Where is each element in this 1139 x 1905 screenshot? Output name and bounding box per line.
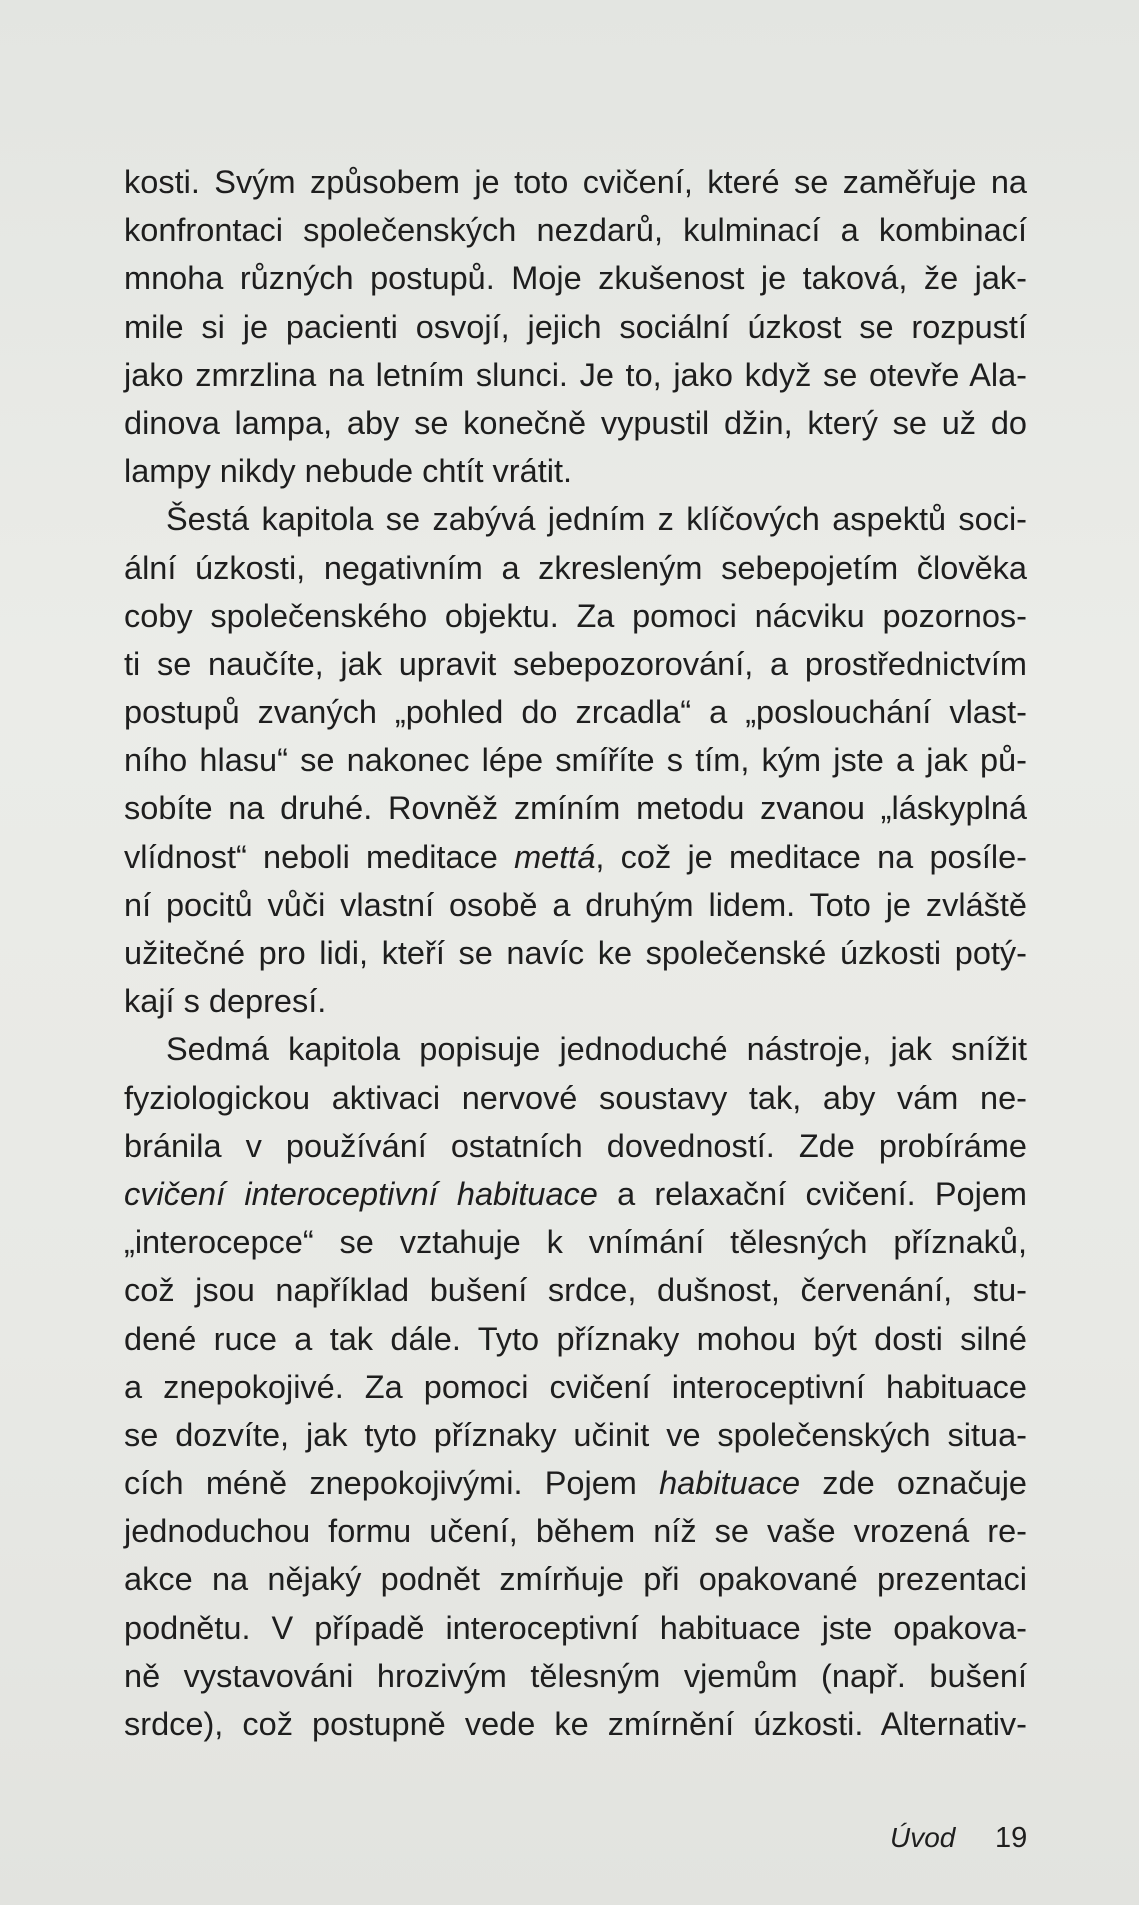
text-line: Sedmá kapitola popisuje jednoduché nástroje, jak snížit bbox=[166, 1031, 1027, 1068]
text-line: dinova lampa, aby se konečně vypustil džin, který se už do bbox=[124, 404, 1027, 441]
text-run: vlídnost“ neboli meditace bbox=[124, 838, 515, 875]
text-line: ní pocitů vůči vlastní osobě a druhým lidem. Toto je zvláště bbox=[124, 886, 1027, 923]
text-line: dené ruce a tak dále. Tyto příznaky mohou být dosti silné bbox=[124, 1320, 1027, 1357]
text-line: a znepokojivé. Za pomoci cvičení interoceptivní habituace bbox=[124, 1368, 1027, 1405]
text-line bbox=[124, 833, 1027, 881]
text-line bbox=[124, 1459, 1027, 1507]
text-line: ální úzkosti, negativním a zkresleným sebepojetím člověka bbox=[124, 549, 1027, 586]
page-number: 19 bbox=[995, 1822, 1028, 1854]
italic-term: cvičení interoceptivní habituace bbox=[124, 1175, 598, 1212]
text-line: ního hlasu“ se nakonec lépe smíříte s tím, kým jste a jak pů- bbox=[124, 742, 1027, 779]
body-text bbox=[124, 158, 1027, 1748]
text-line: fyziologickou aktivaci nervové soustavy tak, aby vám ne- bbox=[124, 1079, 1027, 1116]
text-line: což jsou například bušení srdce, dušnost, červenání, stu- bbox=[124, 1272, 1027, 1309]
text-line: akce na nějaký podnět zmírňuje při opakované prezentaci bbox=[124, 1561, 1027, 1598]
text-run: cích méně znepokojivými. Pojem bbox=[124, 1465, 660, 1502]
italic-term: mettá bbox=[514, 838, 596, 875]
text-line: lampy nikdy nebude chtít vrátit. bbox=[124, 453, 573, 490]
text-line: jednoduchou formu učení, během níž se vaše vrozená re- bbox=[124, 1513, 1027, 1550]
text-run: zde označuje bbox=[800, 1465, 1028, 1502]
text-line: coby společenského objektu. Za pomoci nácviku pozornos- bbox=[124, 597, 1027, 634]
text-line: konfrontaci společenských nezdarů, kulminací a kombinací bbox=[124, 212, 1027, 249]
running-head: Úvod bbox=[890, 1822, 956, 1853]
italic-term: habituace bbox=[659, 1465, 801, 1502]
text-run: a relaxační cvičení. Pojem bbox=[597, 1175, 1027, 1212]
text-run: , což je meditace na posíle- bbox=[595, 838, 1027, 875]
text-line: „interocepce“ se vztahuje k vnímání tělesných příznaků, bbox=[124, 1224, 1027, 1261]
text-line bbox=[124, 1170, 1027, 1218]
text-line: kají s depresí. bbox=[124, 983, 327, 1020]
text-line: sobíte na druhé. Rovněž zmíním metodu zvanou „láskyplná bbox=[124, 790, 1027, 827]
text-line: mnoha různých postupů. Moje zkušenost je taková, že jak- bbox=[124, 260, 1027, 297]
text-line: užitečné pro lidi, kteří se navíc ke společenské úzkosti potý- bbox=[124, 935, 1027, 971]
text-line: ti se naučíte, jak upravit sebepozorování, a prostřednictvím bbox=[124, 645, 1027, 682]
text-line: postupů zvaných „pohled do zrcadla“ a „poslouchání vlast- bbox=[124, 694, 1027, 731]
text-line: bránila v používání ostatních dovedností. Zde probíráme bbox=[124, 1127, 1027, 1164]
text-line: kosti. Svým způsobem je toto cvičení, které se zaměřuje na bbox=[124, 164, 1027, 200]
text-line: srdce), což postupně vede ke zmírnění úzkosti. Alternativ- bbox=[124, 1706, 1027, 1742]
text-line: podnětu. V případě interoceptivní habituace jste opakova- bbox=[124, 1609, 1027, 1646]
text-line: ně vystavováni hrozivým tělesným vjemům (např. bušení bbox=[124, 1657, 1027, 1694]
text-line: Šestá kapitola se zabývá jedním z klíčových aspektů soci- bbox=[166, 501, 1027, 538]
text-line: jako zmrzlina na letním slunci. Je to, jako když se otevře Ala- bbox=[124, 356, 1027, 393]
text-line: se dozvíte, jak tyto příznaky učinit ve společenských situa- bbox=[124, 1416, 1027, 1453]
text-line: mile si je pacienti osvojí, jejich sociální úzkost se rozpustí bbox=[124, 308, 1027, 345]
